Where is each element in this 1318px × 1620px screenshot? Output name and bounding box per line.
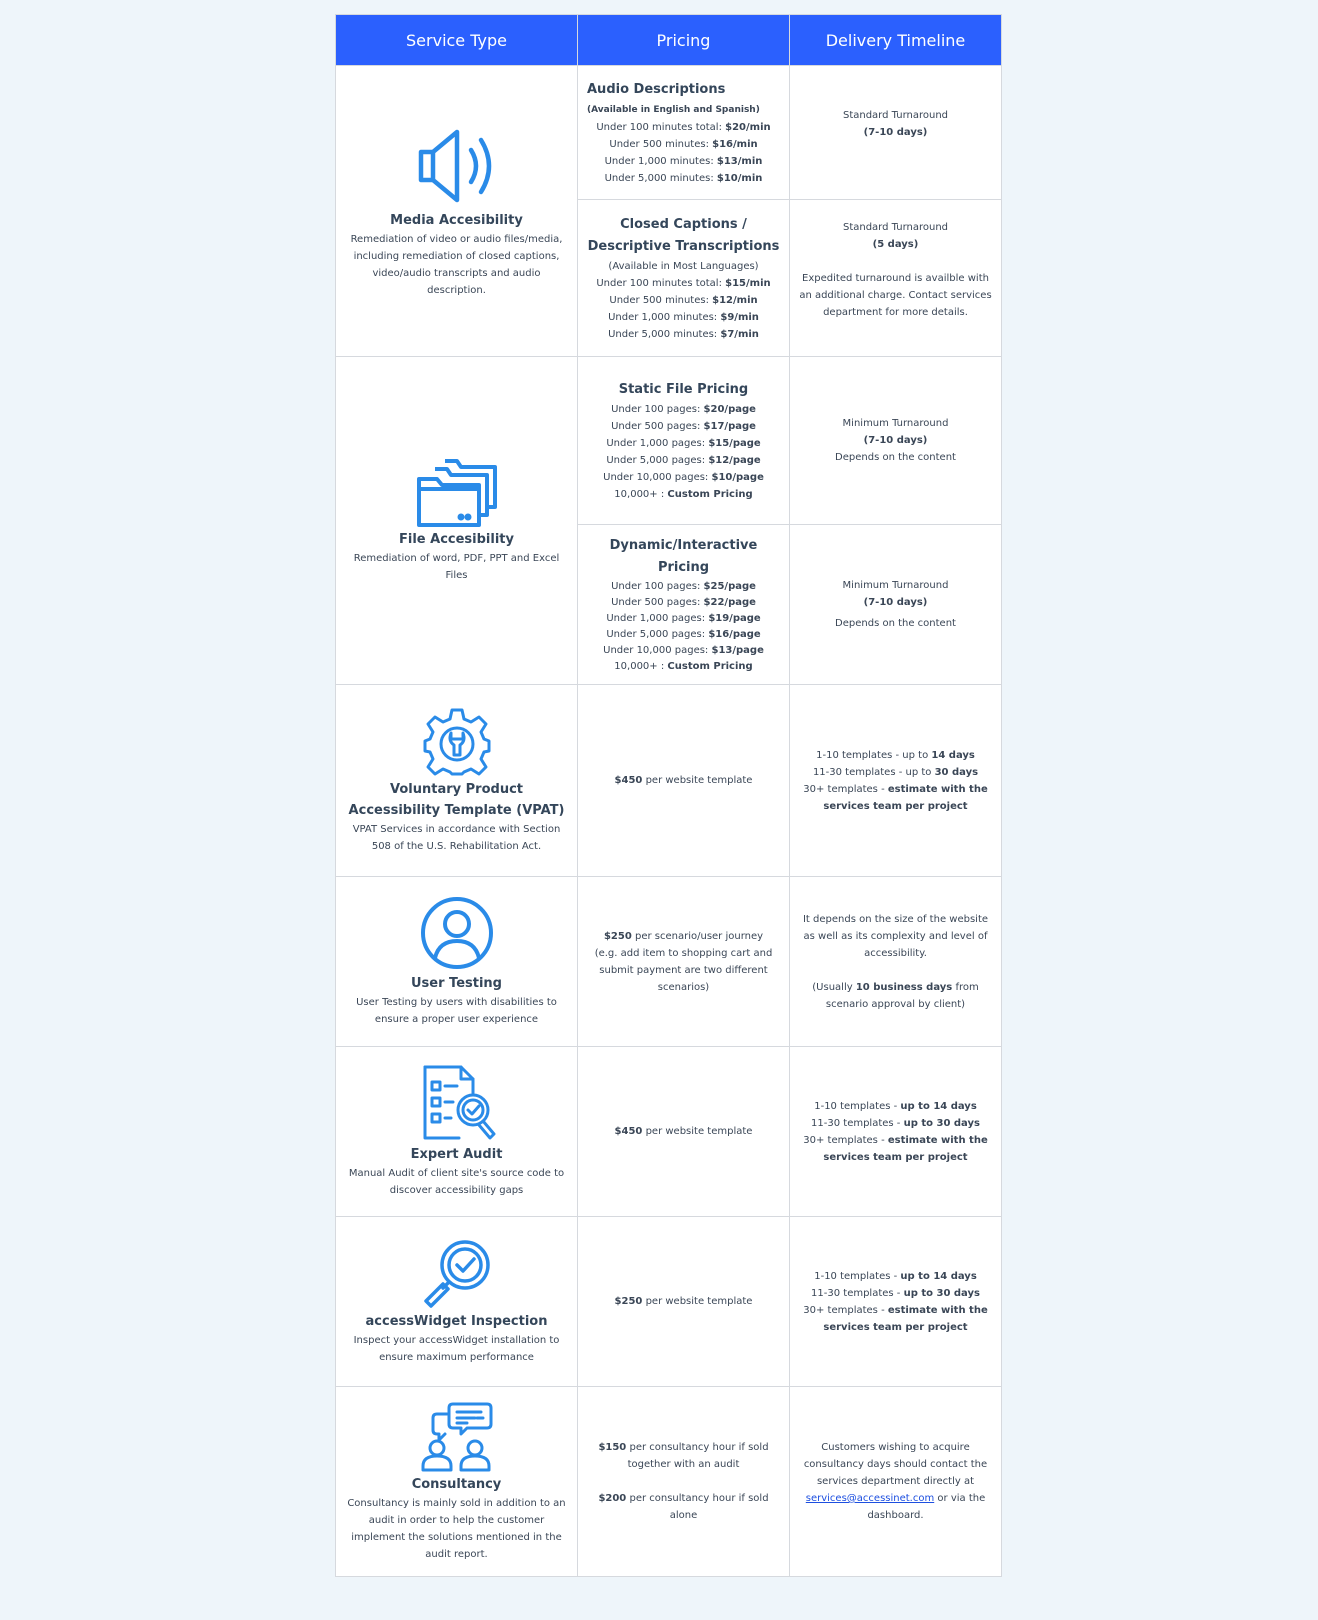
timeline-cell-closed-captions [790,200,1002,357]
pricing-tier: Under 5,000 pages: $16/page [606,628,761,640]
service-description: VPAT Services in accordance with Section 508 of the U.S. Rehabilitation Act. [352,823,561,852]
service-name: File Accesibility [399,532,514,547]
service-cell-user-testing [336,877,578,1047]
timeline-line: 11-30 templates - up to 30 days [811,1117,980,1129]
pricing-line: $450 per website template [614,1126,753,1137]
timeline-cell-user-testing [790,877,1002,1047]
timeline-value: (7-10 days) [863,435,928,446]
folders-icon [345,457,568,527]
service-cell-vpat [336,685,578,877]
pricing-tier: Under 10,000 pages: $13/page [603,644,764,656]
timeline-line: 11-30 templates - up to 30 days [811,1287,980,1299]
pricing-cell-widget-inspection [578,1217,790,1387]
pricing-tier: 10,000+ : Custom Pricing [614,660,753,672]
service-name: User Testing [411,976,502,991]
pricing-tier: Under 5,000 minutes: $10/min [604,172,763,184]
service-cell-file [336,357,578,685]
pricing-cell-closed-captions [578,200,790,357]
pricing-line: $250 per scenario/user journey [603,930,764,942]
service-description: Inspect your accessWidget installation to ensure maximum performance [353,1335,560,1363]
timeline-line: 1-10 templates - up to 14 days [814,1270,977,1282]
timeline-line: 30+ templates - estimate with the services team per project [803,783,988,812]
header-pricing: Pricing [578,15,790,66]
timeline-cell-consultancy [790,1387,1002,1577]
pricing-tier: Under 500 minutes: $16/min [609,138,758,150]
pricing-tier: Under 5,000 pages: $12/page [606,454,761,466]
timeline-value: (5 days) [872,238,919,250]
header-delivery-timeline: Delivery Timeline [790,15,1002,66]
pricing-title: Closed Captions / Descriptive Transcriptions [587,216,780,254]
timeline-line: 30+ templates - estimate with the services team per project [803,1134,988,1163]
service-description: Remediation of video or audio files/media, including remediation of closed captions, video/audio transcripts and audio description. [350,233,563,296]
timeline-label: Minimum Turnaround [842,580,949,591]
pricing-note: (e.g. add item to shopping cart and submit payment are two different scenarios) [594,947,773,993]
pricing-tier: Under 10,000 pages: $10/page [603,471,764,483]
pricing-tier: 10,000+ : Custom Pricing [614,488,753,500]
checklist-magnifier-icon [345,1064,568,1142]
timeline-line: 1-10 templates - up to 14 days [814,1100,977,1112]
timeline-value: (7-10 days) [863,127,928,138]
pricing-line: $200 per consultancy hour if sold alone [598,1493,769,1521]
timeline-cell-audio-descriptions [790,66,1002,200]
timeline-note: (Usually 10 business days from scenario approval by client) [812,981,979,1010]
magnifier-check-icon [345,1237,568,1309]
service-description: Remediation of word, PDF, PPT and Excel Files [353,553,560,581]
pricing-cell-expert-audit [578,1047,790,1217]
pricing-cell-consultancy [578,1387,790,1577]
pricing-tier: Under 1,000 minutes: $13/min [604,155,763,167]
table-row [336,1387,1002,1577]
pricing-cell-vpat [578,685,790,877]
pricing-tier: Under 500 minutes: $12/min [609,294,758,306]
timeline-line: 30+ templates - estimate with the services team per project [803,1304,988,1333]
service-name: Consultancy [411,1477,502,1492]
timeline-value: (7-10 days) [863,597,928,608]
header-service-type: Service Type [336,15,578,66]
pricing-title: Audio Descriptions [587,81,726,97]
timeline-cell-widget-inspection [790,1217,1002,1387]
table-row [336,1217,1002,1387]
speaker-icon [345,124,568,208]
pricing-line: $450 per website template [614,775,753,786]
pricing-tier: Under 500 pages: $17/page [611,420,756,432]
pricing-line: $150 per consultancy hour if sold together with an audit [598,1442,769,1470]
user-icon [345,895,568,971]
gear-wrench-icon [345,707,568,777]
email-link[interactable]: services@accessinet.com [805,1493,935,1504]
service-name: Voluntary Product Accessibility Template (VPAT) [348,781,565,818]
service-description: Manual Audit of client site's source code to discover accessibility gaps [348,1168,565,1196]
table-row [336,877,1002,1047]
timeline-cell-static-file [790,357,1002,525]
timeline-cell-dynamic [790,525,1002,685]
pricing-tier: Under 1,000 pages: $19/page [606,612,761,624]
pricing-tier: Under 100 pages: $20/page [611,403,756,415]
consultation-icon [345,1400,568,1472]
pricing-cell-user-testing [578,877,790,1047]
timeline-cell-expert-audit [790,1047,1002,1217]
table-header-row [336,15,1002,66]
service-name: Media Accesibility [390,212,523,228]
timeline-line: 1-10 templates - up to 14 days [816,749,975,761]
pricing-subtitle: (Available in Most Languages) [608,260,759,272]
timeline-label: Standard Turnaround [842,110,949,121]
pricing-cell-audio-descriptions [578,66,790,200]
timeline-label: Minimum Turnaround [842,418,949,429]
service-cell-consultancy [336,1387,578,1577]
pricing-title: Dynamic/Interactive Pricing [609,537,758,575]
pricing-title: Static File Pricing [618,381,749,397]
timeline-note: Depends on the content [835,452,956,463]
timeline-label: Standard Turnaround [842,221,949,233]
pricing-tier: Under 500 pages: $22/page [611,596,756,608]
service-cell-widget-inspection [336,1217,578,1387]
table-row [336,685,1002,877]
timeline-note: Depends on the content [835,618,956,629]
pricing-cell-static-file [578,357,790,525]
service-name: Expert Audit [410,1147,503,1162]
pricing-subtitle: (Available in English and Spanish) [587,104,760,115]
timeline-line: 11-30 templates - up to 30 days [812,766,979,778]
table-row [336,1047,1002,1217]
timeline-cell-vpat [790,685,1002,877]
pricing-tier: Under 100 minutes total: $15/min [596,277,771,289]
timeline-text: It depends on the size of the website as well as its complexity and level of accessibility. [802,913,989,959]
service-name: accessWidget Inspection [365,1314,548,1329]
service-description: User Testing by users with disabilities to ensure a proper user experience [356,997,557,1025]
timeline-note: Expedited turnaround is availble with an additional charge. Contact services department for more details. [799,272,992,318]
pricing-tier: Under 100 pages: $25/page [611,580,756,592]
services-pricing-table [335,14,1002,1577]
service-cell-expert-audit [336,1047,578,1217]
timeline-text: Customers wishing to acquire consultancy days should contact the services department directly at services@accessinet.com or via the dashboard. [803,1442,988,1521]
service-cell-media [336,66,578,357]
service-description: Consultancy is mainly sold in addition to an audit in order to help the customer implement the solutions mentioned in the audit report. [347,1498,566,1560]
pricing-tier: Under 1,000 minutes: $9/min [608,311,759,323]
pricing-tier: Under 100 minutes total: $20/min [596,121,771,133]
pricing-tier: Under 5,000 minutes: $7/min [608,328,759,340]
table-row [336,357,1002,525]
pricing-line: $250 per website template [614,1296,753,1307]
table-row [336,66,1002,200]
pricing-cell-dynamic [578,525,790,685]
pricing-tier: Under 1,000 pages: $15/page [606,437,761,449]
